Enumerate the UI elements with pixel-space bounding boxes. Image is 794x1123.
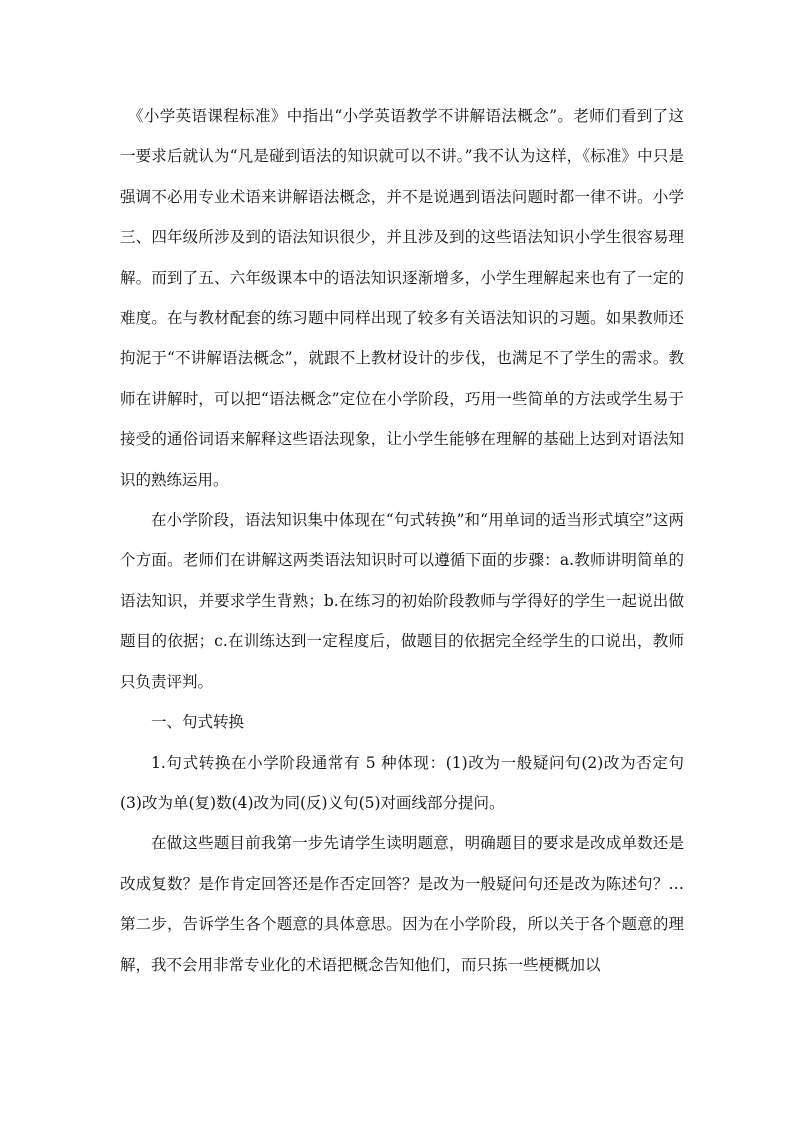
document-body (120, 96, 684, 985)
paragraph-curriculum-standard: 《小学英语课程标准》中指出“小学英语教学不讲解语法概念”。老师们看到了这一要求后就认为“凡是碰到语法的知识就可以不讲。”我不认为这样，《标准》中只是强调不必用专业术语来讲解语法概念，并不是说遇到语法问题时都一律不讲。小学三、四年级所涉及到的语法知识很少，并且涉及到的这些语法知识小学生很容易理解。而到了五、六年级课本中的语法知识逐渐增多，小学生理解起来也有了一定的难度。在与教材配套的练习题中同样出现了较多有关语法知识的习题。如果教师还拘泥于“不讲解语法概念”，就跟不上教材设计的步伐，也满足不了学生的需求。教师在讲解时，可以把“语法概念”定位在小学阶段，巧用一些简单的方法或学生易于接受的通俗词语来解释这些语法现象，让小学生能够在理解的基础上达到对语法知识的熟练运用。 (120, 107, 684, 489)
paragraph-sentence-transform-types: 1.句式转换在小学阶段通常有 5 种体现：(1)改为一般疑问句(2)改为否定句(3)改为单(复)数(4)改为同(反)义句(5)对画线部分提问。 (120, 753, 684, 812)
section-heading: 一、句式转换 (151, 713, 245, 732)
paragraph-grammar-steps: 在小学阶段，语法知识集中体现在“句式转换”和“用单词的适当形式填空”这两个方面。老师们在讲解这两类语法知识时可以遵循下面的步骤：a.教师讲明简单的语法知识，并要求学生背熟；b.在练习的初始阶段教师与学得好的学生一起说出做题目的依据；c.在训练达到一定程度后，做题目的依据完全经学生的口说出，教师只负责评判。 (120, 511, 684, 691)
paragraph-teaching-method: 在做这些题目前我第一步先请学生读明题意，明确题目的要求是改成单数还是改成复数？是作肯定回答还是作否定回答？是改为一般疑问句还是改为陈述句？…第二步，告诉学生各个题意的具体意思。因为在小学阶段，所以关于各个题意的理解，我不会用非常专业化的术语把概念告知他们，而只拣一些梗概加以 (120, 834, 684, 974)
